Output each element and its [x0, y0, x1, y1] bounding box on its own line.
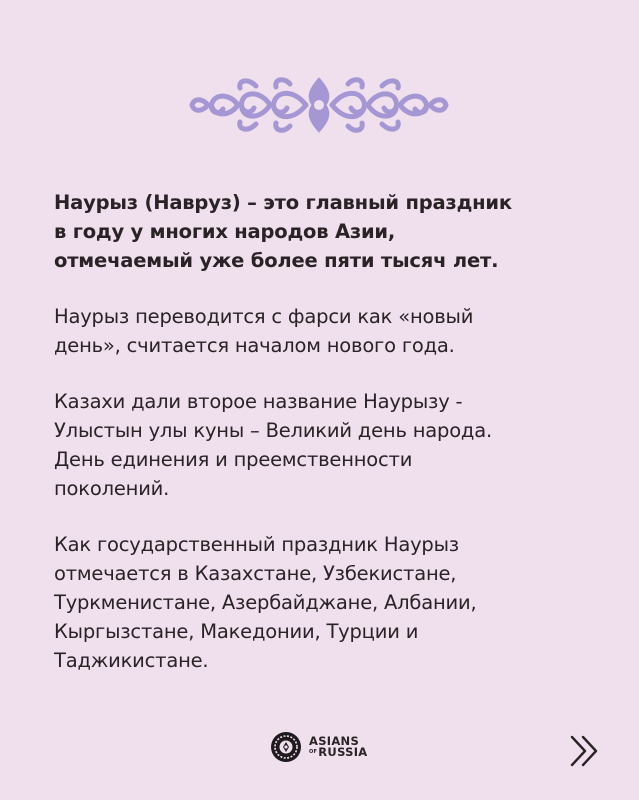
paragraph-line: день», считается началом нового года. [54, 334, 455, 357]
paragraph-kazakh-name [54, 387, 594, 503]
paragraph-line: Казахи дали второе название Наурызу - [54, 390, 463, 413]
brand-logo [270, 730, 368, 764]
article-text [54, 188, 594, 702]
logo-line-2-text: RUSSIA [318, 745, 368, 759]
logo-of: OF [309, 749, 318, 755]
paragraph-line: Таджикистане. [54, 649, 209, 672]
paragraph-line: Туркменистане, Азербайджане, Албании, [54, 591, 477, 614]
paragraph-translation [54, 302, 594, 360]
paragraph-line: Как государственный праздник Наурыз [54, 533, 459, 556]
kazakh-ornament-icon [186, 74, 452, 136]
logo-wordmark [309, 736, 368, 758]
lead-line: в году у многих народов Азии, [54, 220, 396, 243]
asians-of-russia-logo-icon [270, 731, 302, 763]
paragraph-line: День единения и преемственности [54, 448, 413, 471]
paragraph-countries [54, 530, 594, 675]
lead-line: Наурыз (Навруз) – это главный праздник [54, 191, 512, 214]
paragraph-line: отмечается в Казахстане, Узбекистане, [54, 562, 457, 585]
paragraph-line: поколений. [54, 477, 170, 500]
logo-line-2 [309, 747, 368, 758]
lead-line: отмечаемый уже более пяти тысяч лет. [54, 249, 499, 272]
logo-line-1: ASIANS [309, 734, 360, 748]
paragraph-line: Наурыз переводится с фарси как «новый [54, 305, 474, 328]
paragraph-line: Кыргызстане, Македонии, Турции и [54, 620, 419, 643]
double-chevron-right-icon[interactable] [568, 734, 602, 768]
paragraph-line: Улыстын улы куны – Великий день народа. [54, 419, 492, 442]
lead-paragraph [54, 188, 594, 275]
